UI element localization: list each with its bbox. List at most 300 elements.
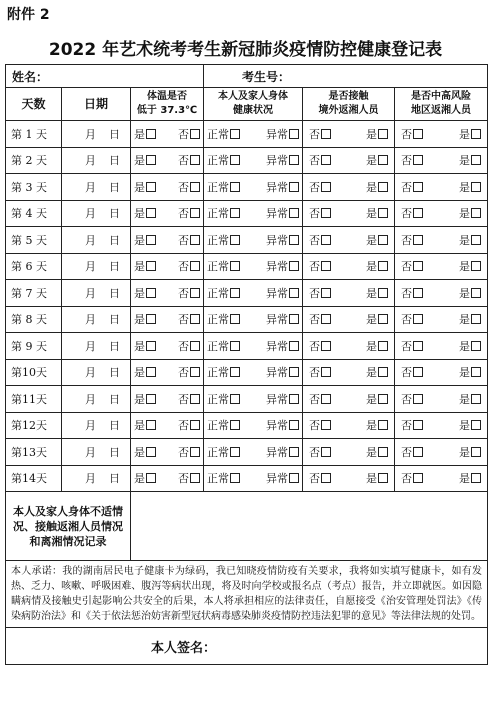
month-label: 月 [85, 154, 96, 168]
abroad-no-option[interactable]: 否 [309, 126, 331, 142]
temp-yes-option[interactable]: 是 [134, 391, 156, 407]
date-cell[interactable] [62, 174, 131, 201]
checkbox-icon[interactable] [471, 420, 481, 430]
risk-no-option[interactable]: 否 [401, 417, 423, 433]
health-normal-option[interactable]: 正常 [207, 311, 240, 327]
date-cell[interactable] [62, 200, 131, 227]
temp-yes-option[interactable]: 是 [134, 311, 156, 327]
month-label: 月 [85, 127, 96, 141]
risk-yes-option[interactable]: 是 [459, 311, 481, 327]
risk-no-option[interactable]: 否 [401, 179, 423, 195]
risk-no-option[interactable]: 否 [401, 285, 423, 301]
abroad-no-option[interactable]: 否 [309, 179, 331, 195]
checkbox-icon[interactable] [321, 235, 331, 245]
checkbox-icon[interactable] [378, 235, 388, 245]
day-unit-label: 日 [109, 419, 120, 433]
checkbox-icon[interactable] [321, 473, 331, 483]
health-normal-option[interactable]: 正常 [207, 179, 240, 195]
checkbox-icon[interactable] [230, 367, 240, 377]
temp-no-option[interactable]: 否 [178, 232, 200, 248]
temp-yes-option[interactable]: 是 [134, 232, 156, 248]
checkbox-icon[interactable] [413, 447, 423, 457]
date-cell[interactable] [62, 306, 131, 333]
checkbox-icon[interactable] [413, 341, 423, 351]
checkbox-icon[interactable] [413, 235, 423, 245]
temp-no-option[interactable]: 否 [178, 311, 200, 327]
checkbox-icon[interactable] [230, 129, 240, 139]
checkbox-icon[interactable] [378, 473, 388, 483]
health-normal-option[interactable]: 正常 [207, 391, 240, 407]
date-cell[interactable] [62, 412, 131, 439]
day-unit-label: 日 [109, 154, 120, 168]
risk-yes-option[interactable]: 是 [459, 179, 481, 195]
checkbox-icon[interactable] [289, 367, 299, 377]
day-label: 第10天 [6, 359, 62, 386]
checkbox-icon[interactable] [378, 182, 388, 192]
checkbox-icon[interactable] [190, 288, 200, 298]
checkbox-icon[interactable] [378, 129, 388, 139]
date-cell[interactable] [62, 147, 131, 174]
checkbox-icon[interactable] [471, 341, 481, 351]
checkbox-icon[interactable] [321, 288, 331, 298]
day-label: 第 5 天 [6, 227, 62, 254]
checkbox-icon[interactable] [190, 182, 200, 192]
checkbox-icon[interactable] [471, 367, 481, 377]
table-row [6, 306, 488, 333]
risk-yes-option[interactable]: 是 [459, 444, 481, 460]
checkbox-icon[interactable] [190, 208, 200, 218]
checkbox-icon[interactable] [230, 314, 240, 324]
checkbox-icon[interactable] [289, 129, 299, 139]
checkbox-icon[interactable] [146, 261, 156, 271]
health-abnormal-option[interactable]: 异常 [266, 338, 299, 354]
day-label: 第 3 天 [6, 174, 62, 201]
day-label: 第 6 天 [6, 253, 62, 280]
name-row [6, 65, 488, 88]
risk-no-option[interactable]: 否 [401, 470, 423, 486]
health-abnormal-option[interactable]: 异常 [266, 285, 299, 301]
risk-yes-option[interactable]: 是 [459, 391, 481, 407]
risk-no-option[interactable]: 否 [401, 126, 423, 142]
day-label: 第12天 [6, 412, 62, 439]
temperature-cell [131, 386, 204, 413]
abroad-yes-option[interactable]: 是 [366, 391, 388, 407]
attachment-label: 附件 2 [7, 7, 50, 23]
checkbox-icon[interactable] [378, 447, 388, 457]
month-label: 月 [85, 233, 96, 247]
checkbox-icon[interactable] [190, 314, 200, 324]
checkbox-icon[interactable] [146, 447, 156, 457]
checkbox-icon[interactable] [289, 447, 299, 457]
abroad-contact-cell [303, 121, 395, 148]
health-abnormal-option[interactable]: 异常 [266, 232, 299, 248]
checkbox-icon[interactable] [378, 420, 388, 430]
checkbox-icon[interactable] [471, 473, 481, 483]
abroad-yes-option[interactable]: 是 [366, 152, 388, 168]
col-header-temperature-line1: 体温是否 [147, 91, 188, 102]
temp-yes-option[interactable]: 是 [134, 470, 156, 486]
risk-no-option[interactable]: 否 [401, 338, 423, 354]
health-abnormal-option[interactable]: 异常 [266, 152, 299, 168]
temperature-cell [131, 227, 204, 254]
risk-yes-option[interactable]: 是 [459, 338, 481, 354]
checkbox-icon[interactable] [471, 394, 481, 404]
checkbox-icon[interactable] [190, 447, 200, 457]
checkbox-icon[interactable] [378, 208, 388, 218]
risk-area-cell [395, 227, 488, 254]
temp-no-option[interactable]: 否 [178, 152, 200, 168]
temp-yes-option[interactable]: 是 [134, 285, 156, 301]
temperature-cell [131, 280, 204, 307]
risk-no-option[interactable]: 否 [401, 311, 423, 327]
abroad-yes-option[interactable]: 是 [366, 205, 388, 221]
abroad-no-option[interactable]: 否 [309, 364, 331, 380]
abroad-contact-cell [303, 227, 395, 254]
note-row [6, 492, 488, 561]
temp-yes-option[interactable]: 是 [134, 258, 156, 274]
health-cell [204, 200, 303, 227]
abroad-yes-option[interactable]: 是 [366, 364, 388, 380]
checkbox-icon[interactable] [413, 288, 423, 298]
health-cell [204, 333, 303, 360]
temp-no-option[interactable]: 否 [178, 258, 200, 274]
checkbox-icon[interactable] [230, 288, 240, 298]
checkbox-icon[interactable] [146, 394, 156, 404]
table-row [6, 412, 488, 439]
temp-yes-option[interactable]: 是 [134, 179, 156, 195]
checkbox-icon[interactable] [378, 394, 388, 404]
health-normal-option[interactable]: 正常 [207, 364, 240, 380]
health-normal-option[interactable]: 正常 [207, 338, 240, 354]
checkbox-icon[interactable] [230, 447, 240, 457]
checkbox-icon[interactable] [321, 367, 331, 377]
temperature-cell [131, 200, 204, 227]
checkbox-icon[interactable] [413, 367, 423, 377]
temp-yes-option[interactable]: 是 [134, 205, 156, 221]
checkbox-icon[interactable] [289, 208, 299, 218]
col-header-date: 日期 [62, 88, 131, 121]
checkbox-icon[interactable] [413, 182, 423, 192]
checkbox-icon[interactable] [378, 367, 388, 377]
abroad-yes-option[interactable]: 是 [366, 444, 388, 460]
checkbox-icon[interactable] [321, 447, 331, 457]
checkbox-icon[interactable] [378, 341, 388, 351]
risk-yes-option[interactable]: 是 [459, 205, 481, 221]
health-abnormal-option[interactable]: 异常 [266, 258, 299, 274]
checkbox-icon[interactable] [289, 420, 299, 430]
checkbox-icon[interactable] [289, 314, 299, 324]
checkbox-icon[interactable] [146, 473, 156, 483]
checkbox-icon[interactable] [230, 394, 240, 404]
health-cell [204, 227, 303, 254]
temp-no-option[interactable]: 否 [178, 391, 200, 407]
health-abnormal-option[interactable]: 异常 [266, 205, 299, 221]
risk-no-option[interactable]: 否 [401, 205, 423, 221]
health-cell [204, 465, 303, 492]
risk-yes-option[interactable]: 是 [459, 285, 481, 301]
health-abnormal-option[interactable]: 异常 [266, 391, 299, 407]
checkbox-icon[interactable] [378, 288, 388, 298]
abroad-contact-cell [303, 386, 395, 413]
checkbox-icon[interactable] [471, 129, 481, 139]
abroad-no-option[interactable]: 否 [309, 232, 331, 248]
date-cell[interactable] [62, 386, 131, 413]
checkbox-icon[interactable] [190, 261, 200, 271]
health-registration-table [5, 64, 488, 665]
health-cell [204, 439, 303, 466]
risk-area-cell [395, 359, 488, 386]
signature-field[interactable] [6, 628, 488, 665]
checkbox-icon[interactable] [289, 155, 299, 165]
checkbox-icon[interactable] [289, 235, 299, 245]
temp-yes-option[interactable]: 是 [134, 444, 156, 460]
checkbox-icon[interactable] [230, 155, 240, 165]
abroad-contact-cell [303, 200, 395, 227]
checkbox-icon[interactable] [146, 182, 156, 192]
health-abnormal-option[interactable]: 异常 [266, 417, 299, 433]
date-cell[interactable] [62, 253, 131, 280]
health-normal-option[interactable]: 正常 [207, 417, 240, 433]
checkbox-icon[interactable] [471, 314, 481, 324]
risk-no-option[interactable]: 否 [401, 232, 423, 248]
checkbox-icon[interactable] [146, 341, 156, 351]
checkbox-icon[interactable] [413, 129, 423, 139]
health-abnormal-option[interactable]: 异常 [266, 470, 299, 486]
health-abnormal-option[interactable]: 异常 [266, 126, 299, 142]
checkbox-icon[interactable] [190, 341, 200, 351]
checkbox-icon[interactable] [146, 420, 156, 430]
checkbox-icon[interactable] [289, 341, 299, 351]
checkbox-icon[interactable] [146, 129, 156, 139]
temp-no-option[interactable]: 否 [178, 179, 200, 195]
checkbox-icon[interactable] [378, 314, 388, 324]
risk-no-option[interactable]: 否 [401, 364, 423, 380]
risk-yes-option[interactable]: 是 [459, 258, 481, 274]
col-header-abroad-contact [303, 88, 395, 121]
abroad-yes-option[interactable]: 是 [366, 285, 388, 301]
temp-no-option[interactable]: 否 [178, 285, 200, 301]
temp-yes-option[interactable]: 是 [134, 126, 156, 142]
checkbox-icon[interactable] [321, 182, 331, 192]
risk-area-cell [395, 200, 488, 227]
abroad-no-option[interactable]: 否 [309, 444, 331, 460]
checkbox-icon[interactable] [289, 473, 299, 483]
temp-yes-option[interactable]: 是 [134, 338, 156, 354]
checkbox-icon[interactable] [321, 420, 331, 430]
health-normal-option[interactable]: 正常 [207, 126, 240, 142]
date-cell[interactable] [62, 439, 131, 466]
day-unit-label: 日 [109, 366, 120, 380]
abroad-yes-option[interactable]: 是 [366, 179, 388, 195]
abroad-no-option[interactable]: 否 [309, 285, 331, 301]
checkbox-icon[interactable] [289, 182, 299, 192]
abroad-contact-cell [303, 306, 395, 333]
exam-number-field[interactable] [204, 65, 488, 88]
checkbox-icon[interactable] [190, 129, 200, 139]
date-cell[interactable] [62, 333, 131, 360]
temperature-cell [131, 306, 204, 333]
risk-yes-option[interactable]: 是 [459, 364, 481, 380]
checkbox-icon[interactable] [230, 420, 240, 430]
abroad-no-option[interactable]: 否 [309, 258, 331, 274]
note-input-area[interactable] [131, 492, 488, 561]
checkbox-icon[interactable] [413, 261, 423, 271]
date-cell[interactable] [62, 121, 131, 148]
checkbox-icon[interactable] [471, 288, 481, 298]
day-label: 第14天 [6, 465, 62, 492]
checkbox-icon[interactable] [190, 367, 200, 377]
health-normal-option[interactable]: 正常 [207, 205, 240, 221]
header-row [6, 88, 488, 121]
abroad-no-option[interactable]: 否 [309, 470, 331, 486]
risk-yes-option[interactable]: 是 [459, 152, 481, 168]
abroad-yes-option[interactable]: 是 [366, 258, 388, 274]
risk-yes-option[interactable]: 是 [459, 126, 481, 142]
col-header-risk-area [395, 88, 488, 121]
checkbox-icon[interactable] [190, 155, 200, 165]
checkbox-icon[interactable] [289, 288, 299, 298]
health-normal-option[interactable]: 正常 [207, 258, 240, 274]
day-unit-label: 日 [109, 127, 120, 141]
checkbox-icon[interactable] [230, 182, 240, 192]
checkbox-icon[interactable] [321, 208, 331, 218]
abroad-no-option[interactable]: 否 [309, 338, 331, 354]
temp-no-option[interactable]: 否 [178, 417, 200, 433]
checkbox-icon[interactable] [321, 394, 331, 404]
abroad-no-option[interactable]: 否 [309, 417, 331, 433]
checkbox-icon[interactable] [146, 314, 156, 324]
checkbox-icon[interactable] [413, 208, 423, 218]
risk-no-option[interactable]: 否 [401, 258, 423, 274]
promise-row [6, 561, 488, 628]
abroad-yes-option[interactable]: 是 [366, 232, 388, 248]
temp-yes-option[interactable]: 是 [134, 417, 156, 433]
checkbox-icon[interactable] [471, 447, 481, 457]
abroad-no-option[interactable]: 否 [309, 205, 331, 221]
risk-yes-option[interactable]: 是 [459, 470, 481, 486]
temperature-cell [131, 253, 204, 280]
checkbox-icon[interactable] [321, 314, 331, 324]
checkbox-icon[interactable] [230, 235, 240, 245]
checkbox-icon[interactable] [413, 420, 423, 430]
abroad-yes-option[interactable]: 是 [366, 311, 388, 327]
checkbox-icon[interactable] [471, 235, 481, 245]
name-field[interactable] [6, 65, 204, 88]
checkbox-icon[interactable] [413, 155, 423, 165]
table-row [6, 359, 488, 386]
checkbox-icon[interactable] [230, 208, 240, 218]
health-normal-option[interactable]: 正常 [207, 444, 240, 460]
checkbox-icon[interactable] [413, 314, 423, 324]
promise-text: 本人承诺：我的湖南居民电子健康卡为绿码，我已知晓疫情防疫有关要求，我将如实填写健康卡，如有发热、乏力、咳嗽、呼吸困难、腹泻等病状出现，将及时向学校或报名点（考点）报告，并立即就医。如因隐瞒病情及接触史引起影响公共安全的后果，本人将承担相应的法律责任，自愿接受《治安管理处罚法》《传染病防治法》和《关于依法惩治妨害新型冠状病毒感染肺炎疫情防控违法犯罪的意见》等法律法规的处罚。 [6, 561, 488, 628]
risk-no-option[interactable]: 否 [401, 444, 423, 460]
abroad-no-option[interactable]: 否 [309, 152, 331, 168]
table-row [6, 253, 488, 280]
abroad-no-option[interactable]: 否 [309, 311, 331, 327]
risk-area-cell [395, 253, 488, 280]
abroad-yes-option[interactable]: 是 [366, 470, 388, 486]
abroad-no-option[interactable]: 否 [309, 391, 331, 407]
checkbox-icon[interactable] [321, 341, 331, 351]
checkbox-icon[interactable] [190, 420, 200, 430]
checkbox-icon[interactable] [146, 155, 156, 165]
checkbox-icon[interactable] [321, 261, 331, 271]
abroad-yes-option[interactable]: 是 [366, 338, 388, 354]
checkbox-icon[interactable] [190, 394, 200, 404]
col-header-abroad-line1: 是否接触 [328, 91, 369, 102]
checkbox-icon[interactable] [471, 261, 481, 271]
temp-no-option[interactable]: 否 [178, 364, 200, 380]
checkbox-icon[interactable] [289, 394, 299, 404]
temp-no-option[interactable]: 否 [178, 444, 200, 460]
date-cell[interactable] [62, 280, 131, 307]
checkbox-icon[interactable] [190, 235, 200, 245]
checkbox-icon[interactable] [413, 473, 423, 483]
abroad-contact-cell [303, 253, 395, 280]
col-header-temperature-line2: 低于 37.3℃ [136, 105, 198, 116]
checkbox-icon[interactable] [471, 182, 481, 192]
checkbox-icon[interactable] [230, 261, 240, 271]
health-abnormal-option[interactable]: 异常 [266, 364, 299, 380]
health-abnormal-option[interactable]: 异常 [266, 179, 299, 195]
health-cell [204, 174, 303, 201]
risk-yes-option[interactable]: 是 [459, 232, 481, 248]
risk-no-option[interactable]: 否 [401, 152, 423, 168]
date-cell[interactable] [62, 227, 131, 254]
risk-yes-option[interactable]: 是 [459, 417, 481, 433]
table-row [6, 386, 488, 413]
risk-no-option[interactable]: 否 [401, 391, 423, 407]
checkbox-icon[interactable] [230, 473, 240, 483]
day-label: 第 1 天 [6, 121, 62, 148]
abroad-yes-option[interactable]: 是 [366, 126, 388, 142]
date-cell[interactable] [62, 465, 131, 492]
col-header-risk-line1: 是否中高风险 [411, 91, 472, 102]
health-normal-option[interactable]: 正常 [207, 232, 240, 248]
checkbox-icon[interactable] [471, 155, 481, 165]
temp-no-option[interactable]: 否 [178, 338, 200, 354]
abroad-yes-option[interactable]: 是 [366, 417, 388, 433]
checkbox-icon[interactable] [378, 155, 388, 165]
checkbox-icon[interactable] [146, 208, 156, 218]
checkbox-icon[interactable] [413, 394, 423, 404]
health-normal-option[interactable]: 正常 [207, 470, 240, 486]
checkbox-icon[interactable] [230, 341, 240, 351]
checkbox-icon[interactable] [190, 473, 200, 483]
temp-yes-option[interactable]: 是 [134, 152, 156, 168]
checkbox-icon[interactable] [289, 261, 299, 271]
risk-area-cell [395, 147, 488, 174]
checkbox-icon[interactable] [321, 129, 331, 139]
health-normal-option[interactable]: 正常 [207, 152, 240, 168]
date-cell[interactable] [62, 359, 131, 386]
temp-yes-option[interactable]: 是 [134, 364, 156, 380]
temp-no-option[interactable]: 否 [178, 470, 200, 486]
checkbox-icon[interactable] [146, 288, 156, 298]
checkbox-icon[interactable] [146, 367, 156, 377]
checkbox-icon[interactable] [321, 155, 331, 165]
checkbox-icon[interactable] [378, 261, 388, 271]
temp-no-option[interactable]: 否 [178, 126, 200, 142]
health-cell [204, 280, 303, 307]
temp-no-option[interactable]: 否 [178, 205, 200, 221]
checkbox-icon[interactable] [146, 235, 156, 245]
health-abnormal-option[interactable]: 异常 [266, 444, 299, 460]
checkbox-icon[interactable] [471, 208, 481, 218]
table-row [6, 465, 488, 492]
health-normal-option[interactable]: 正常 [207, 285, 240, 301]
health-abnormal-option[interactable]: 异常 [266, 311, 299, 327]
